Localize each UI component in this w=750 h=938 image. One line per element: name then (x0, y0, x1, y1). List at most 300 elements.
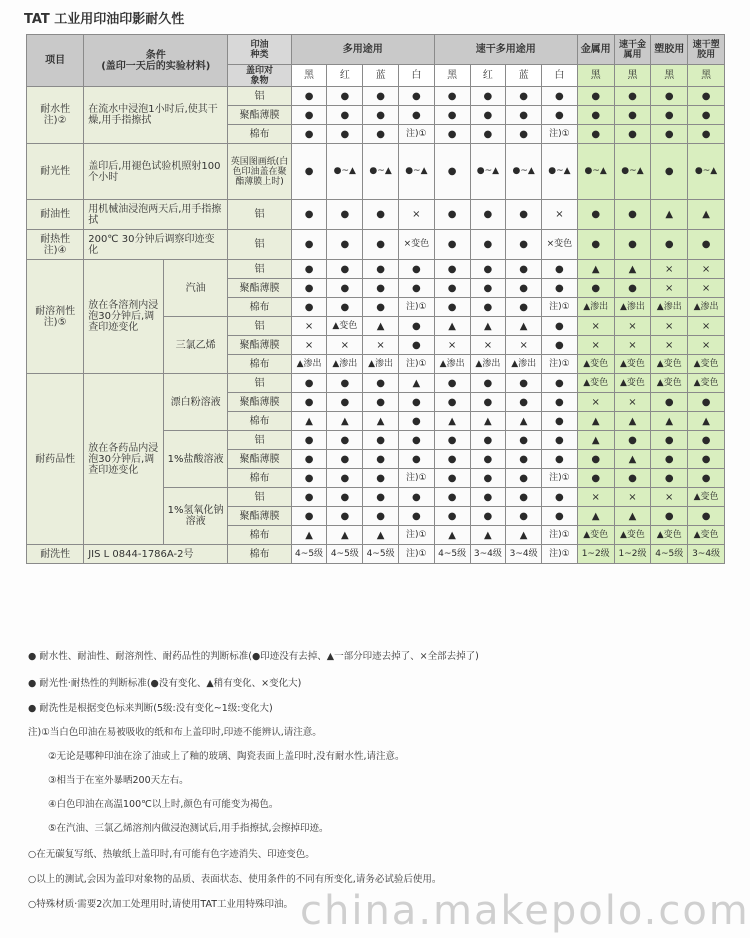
result-cell: 3~4级 (506, 545, 542, 564)
row-material: 棉布 (228, 298, 291, 317)
header-group-quick: 速干多用途用 (434, 35, 577, 65)
result-cell: ● (542, 260, 578, 279)
result-cell: × (651, 260, 688, 279)
result-cell: × (651, 488, 688, 507)
result-cell: ▲ (470, 526, 506, 545)
result-cell: ●~▲ (398, 144, 434, 200)
result-cell: 注)① (398, 545, 434, 564)
header-color-4: 黑 (434, 65, 470, 87)
result-cell: ● (470, 279, 506, 298)
row-condition: 放在各药品内浸泡30分钟后,调查印迹变化 (84, 374, 164, 545)
result-cell: ▲ (614, 260, 651, 279)
result-cell: ● (506, 298, 542, 317)
result-cell: ▲ (291, 526, 327, 545)
result-cell: × (291, 317, 327, 336)
header-color-5: 红 (470, 65, 506, 87)
result-cell: ● (363, 450, 399, 469)
result-cell: × (614, 488, 651, 507)
header-color-2: 蓝 (363, 65, 399, 87)
row-category: 耐水性 注)② (27, 87, 84, 144)
result-cell: ▲渗出 (291, 355, 327, 374)
result-cell: ×变色 (542, 230, 578, 260)
row-condition: JIS L 0844-1786A-2号 (84, 545, 228, 564)
result-cell: ▲ (327, 526, 363, 545)
result-cell: × (577, 317, 614, 336)
watermark: china.makepolo.com (300, 888, 750, 934)
result-cell: ● (434, 488, 470, 507)
result-cell: ● (470, 374, 506, 393)
row-material: 聚酯薄膜 (228, 279, 291, 298)
result-cell: ● (363, 125, 399, 144)
result-cell: ● (542, 412, 578, 431)
result-cell: ● (688, 450, 725, 469)
row-condition: 放在各溶剂内浸泡30分钟后,调查印迹变化 (84, 260, 164, 374)
header-color-7: 白 (542, 65, 578, 87)
result-cell: × (470, 336, 506, 355)
result-cell: ● (506, 87, 542, 106)
result-cell: ● (434, 450, 470, 469)
result-cell: ● (363, 106, 399, 125)
result-cell: ● (327, 87, 363, 106)
result-cell: 3~4级 (470, 545, 506, 564)
result-cell: ● (291, 125, 327, 144)
result-cell: ● (688, 230, 725, 260)
row-solvent: 1%盐酸溶液 (163, 431, 227, 488)
result-cell: ▲变色 (651, 374, 688, 393)
result-cell: ● (291, 230, 327, 260)
row-material: 聚酯薄膜 (228, 336, 291, 355)
note-line: ● 耐光性·耐热性的判断标准(●没有变化、▲稍有变化、×变化大) (28, 678, 302, 689)
result-cell: ● (363, 431, 399, 450)
result-cell: ● (542, 106, 578, 125)
note-line: ○以上的测试,会因为盖印对象物的品质、表面状态、使用条件的不同有所变化,请务必试验后使用。 (28, 874, 442, 885)
row-material: 铝 (228, 431, 291, 450)
result-cell: ● (398, 450, 434, 469)
result-cell: ●~▲ (614, 144, 651, 200)
result-cell: ● (470, 431, 506, 450)
note-line: 注)①当白色印油在易被吸收的纸和布上盖印时,印迹不能辨认,请注意。 (28, 727, 322, 738)
result-cell: ● (542, 488, 578, 507)
result-cell: ● (614, 230, 651, 260)
result-cell: ▲ (577, 507, 614, 526)
row-material: 铝 (228, 87, 291, 106)
result-cell: ● (506, 279, 542, 298)
header-target: 盖印对 象物 (228, 65, 291, 87)
result-cell: ●~▲ (363, 144, 399, 200)
result-cell: ● (398, 431, 434, 450)
result-cell: × (542, 200, 578, 230)
result-cell: 4~5级 (434, 545, 470, 564)
row-material: 铝 (228, 374, 291, 393)
result-cell: × (651, 317, 688, 336)
result-cell: ● (577, 200, 614, 230)
result-cell: 注)① (542, 298, 578, 317)
result-cell: 注)① (398, 125, 434, 144)
result-cell: ● (434, 393, 470, 412)
result-cell: ● (398, 488, 434, 507)
result-cell: ● (688, 507, 725, 526)
result-cell: ● (398, 87, 434, 106)
result-cell: ▲渗出 (506, 355, 542, 374)
result-cell: ● (363, 393, 399, 412)
result-cell: ● (470, 450, 506, 469)
result-cell: ● (470, 488, 506, 507)
result-cell: ▲变色 (688, 374, 725, 393)
note-line: ○在无碳复写纸、热敏纸上盖印时,有可能有色字迹消失、印迹变色。 (28, 849, 315, 860)
result-cell: ● (363, 87, 399, 106)
result-cell: ● (363, 230, 399, 260)
result-cell: ● (398, 507, 434, 526)
result-cell: ▲ (577, 260, 614, 279)
result-cell: ● (577, 279, 614, 298)
result-cell: ● (688, 106, 725, 125)
result-cell: ●~▲ (542, 144, 578, 200)
result-cell: ● (542, 431, 578, 450)
result-cell: ●~▲ (577, 144, 614, 200)
result-cell: ▲渗出 (651, 298, 688, 317)
table-row (27, 144, 725, 200)
result-cell: × (291, 336, 327, 355)
result-cell: ●~▲ (506, 144, 542, 200)
result-cell: ▲渗出 (614, 298, 651, 317)
result-cell: 注)① (542, 125, 578, 144)
result-cell: ● (506, 488, 542, 507)
result-cell: ● (434, 230, 470, 260)
result-cell: 1~2级 (614, 545, 651, 564)
result-cell: ● (506, 431, 542, 450)
result-cell: ▲变色 (688, 355, 725, 374)
row-material: 棉布 (228, 469, 291, 488)
result-cell: ● (363, 488, 399, 507)
result-cell: ● (470, 200, 506, 230)
row-material: 聚酯薄膜 (228, 450, 291, 469)
header-color-3: 白 (398, 65, 434, 87)
result-cell: ▲ (577, 412, 614, 431)
result-cell: ▲ (506, 317, 542, 336)
result-cell: ● (398, 279, 434, 298)
result-cell: × (327, 336, 363, 355)
result-cell: ● (470, 260, 506, 279)
header-color-8: 黑 (577, 65, 614, 87)
header-ink-type: 印油 种类 (228, 35, 291, 65)
header-item: 项目 (27, 35, 84, 87)
result-cell: ● (291, 507, 327, 526)
result-cell: ▲ (614, 450, 651, 469)
result-cell: ● (542, 450, 578, 469)
result-cell: ● (434, 507, 470, 526)
result-cell: ● (506, 469, 542, 488)
row-material: 棉布 (228, 545, 291, 564)
table-row (27, 545, 725, 564)
row-material: 英国图画纸(白色印油盖在聚酯薄膜上时) (228, 144, 291, 200)
header-color-6: 蓝 (506, 65, 542, 87)
row-material: 聚酯薄膜 (228, 507, 291, 526)
result-cell: ▲变色 (327, 317, 363, 336)
result-cell: ● (291, 469, 327, 488)
result-cell: ● (542, 393, 578, 412)
result-cell: ▲ (327, 412, 363, 431)
row-material: 铝 (228, 230, 291, 260)
result-cell: ▲变色 (577, 526, 614, 545)
result-cell: ● (327, 200, 363, 230)
result-cell: 注)① (398, 526, 434, 545)
result-cell: ● (614, 125, 651, 144)
result-cell: × (506, 336, 542, 355)
result-cell: ● (434, 374, 470, 393)
result-cell: ● (651, 393, 688, 412)
result-cell: ● (506, 200, 542, 230)
result-cell: ▲变色 (614, 355, 651, 374)
result-cell: × (577, 336, 614, 355)
result-cell: ● (327, 230, 363, 260)
result-cell: ●~▲ (327, 144, 363, 200)
result-cell: 4~5级 (327, 545, 363, 564)
result-cell: ▲ (434, 526, 470, 545)
result-cell: ● (470, 106, 506, 125)
result-cell: ● (577, 230, 614, 260)
row-category: 耐溶剂性 注)⑤ (27, 260, 84, 374)
row-material: 铝 (228, 317, 291, 336)
result-cell: ▲ (651, 200, 688, 230)
result-cell: ● (291, 431, 327, 450)
header-group-plastic: 塑胶用 (651, 35, 688, 65)
result-cell: ● (363, 298, 399, 317)
note-line: ④白色印油在高温100℃以上时,颜色有可能变为褐色。 (48, 799, 279, 810)
row-material: 铝 (228, 488, 291, 507)
note-line: ③相当于在室外暴晒200天左右。 (48, 775, 189, 786)
header-group-quick-plastic: 速干塑胶用 (688, 35, 725, 65)
result-cell: ● (614, 469, 651, 488)
row-condition: 盖印后,用褪色试验机照射100个小时 (84, 144, 228, 200)
result-cell: × (614, 317, 651, 336)
result-cell: ● (651, 469, 688, 488)
result-cell: ● (363, 469, 399, 488)
result-cell: ● (542, 317, 578, 336)
result-cell: ●~▲ (470, 144, 506, 200)
result-cell: ▲ (434, 317, 470, 336)
result-cell: ● (291, 298, 327, 317)
result-cell: ▲ (470, 412, 506, 431)
result-cell: ● (651, 87, 688, 106)
result-cell: ● (577, 87, 614, 106)
row-material: 铝 (228, 260, 291, 279)
header-color-10: 黑 (651, 65, 688, 87)
table-row (27, 230, 725, 260)
result-cell: ● (506, 125, 542, 144)
note-line: ○特殊材质·需要2次加工处理用时,请使用TAT工业用特殊印油。 (28, 899, 294, 910)
result-cell: ● (291, 279, 327, 298)
row-condition: 用机械油浸泡两天后,用手指擦拭 (84, 200, 228, 230)
row-material: 聚酯薄膜 (228, 106, 291, 125)
result-cell: ● (327, 279, 363, 298)
result-cell: ● (363, 200, 399, 230)
result-cell: ▲变色 (651, 355, 688, 374)
result-cell: ▲ (688, 200, 725, 230)
result-cell: ▲ (363, 317, 399, 336)
header-color-0: 黑 (291, 65, 327, 87)
result-cell: × (363, 336, 399, 355)
result-cell: × (614, 336, 651, 355)
result-cell: ● (398, 393, 434, 412)
row-solvent: 1%氢氧化钠溶液 (163, 488, 227, 545)
result-cell: ▲ (506, 412, 542, 431)
note-line: ⑤在汽油、三氯乙烯溶剂内做浸泡测试后,用手指擦拭,会擦掉印迹。 (48, 823, 329, 834)
result-cell: ● (506, 260, 542, 279)
result-cell: ▲ (363, 526, 399, 545)
result-cell: ● (434, 298, 470, 317)
result-cell: ● (291, 488, 327, 507)
result-cell: 1~2级 (577, 545, 614, 564)
result-cell: ● (363, 279, 399, 298)
result-cell: ▲ (434, 412, 470, 431)
result-cell: ● (327, 507, 363, 526)
result-cell: ● (506, 450, 542, 469)
result-cell: × (577, 488, 614, 507)
result-cell: ● (542, 336, 578, 355)
result-cell: ▲变色 (577, 374, 614, 393)
result-cell: ● (434, 106, 470, 125)
result-cell: ● (327, 469, 363, 488)
result-cell: ● (470, 230, 506, 260)
result-cell: ● (614, 106, 651, 125)
result-cell: ▲ (614, 412, 651, 431)
result-cell: ● (327, 431, 363, 450)
header-color-9: 黑 (614, 65, 651, 87)
result-cell: × (398, 200, 434, 230)
result-cell: ● (470, 87, 506, 106)
result-cell: ● (470, 298, 506, 317)
result-cell: ● (363, 507, 399, 526)
result-cell: ▲变色 (614, 526, 651, 545)
row-material: 棉布 (228, 355, 291, 374)
result-cell: ● (434, 279, 470, 298)
row-material: 棉布 (228, 412, 291, 431)
result-cell: ▲ (614, 507, 651, 526)
result-cell: × (688, 279, 725, 298)
header-group-metal: 金属用 (577, 35, 614, 65)
result-cell: ▲ (398, 374, 434, 393)
result-cell: ● (651, 507, 688, 526)
result-cell: × (577, 393, 614, 412)
result-cell: 注)① (542, 526, 578, 545)
result-cell: × (688, 317, 725, 336)
result-cell: ● (398, 412, 434, 431)
result-cell: × (651, 279, 688, 298)
result-cell: 注)① (542, 545, 578, 564)
result-cell: ● (434, 200, 470, 230)
row-material: 聚酯薄膜 (228, 393, 291, 412)
table-row (27, 260, 725, 279)
result-cell: ● (651, 144, 688, 200)
note-line: ● 耐洗性是根据变色标来判断(5级:没有变化~1级:变化大) (28, 703, 273, 714)
result-cell: ● (291, 374, 327, 393)
result-cell: ● (577, 106, 614, 125)
result-cell: ▲变色 (688, 526, 725, 545)
result-cell: ● (470, 507, 506, 526)
result-cell: ● (327, 450, 363, 469)
result-cell: ● (398, 317, 434, 336)
result-cell: ▲渗出 (577, 298, 614, 317)
result-cell: ● (688, 87, 725, 106)
result-cell: ● (542, 374, 578, 393)
row-condition: 200℃ 30分钟后调察印迹变化 (84, 230, 228, 260)
table-row (27, 87, 725, 106)
row-material: 棉布 (228, 125, 291, 144)
result-cell: 注)① (542, 469, 578, 488)
row-category: 耐油性 (27, 200, 84, 230)
result-cell: ● (506, 393, 542, 412)
result-cell: ● (291, 87, 327, 106)
result-cell: ● (651, 230, 688, 260)
result-cell: ● (506, 507, 542, 526)
result-cell: ● (327, 106, 363, 125)
result-cell: ▲渗出 (363, 355, 399, 374)
row-category: 耐热性 注)④ (27, 230, 84, 260)
table-row (27, 374, 725, 393)
result-cell: ● (614, 431, 651, 450)
result-cell: ● (291, 260, 327, 279)
result-cell: ▲变色 (651, 526, 688, 545)
result-cell: ● (470, 393, 506, 412)
page-title: TAT 工业用印油印影耐久性 (24, 12, 185, 27)
note-line: ②无论是哪种印油在涂了油或上了釉的玻璃、陶瓷表面上盖印时,没有耐水性,请注意。 (48, 751, 405, 762)
row-solvent: 漂白粉溶液 (163, 374, 227, 431)
header-color-1: 红 (327, 65, 363, 87)
row-category: 耐药品性 (27, 374, 84, 545)
result-cell: ● (434, 260, 470, 279)
row-category: 耐光性 (27, 144, 84, 200)
table-row (27, 200, 725, 230)
result-cell: ● (327, 393, 363, 412)
result-cell: ● (651, 450, 688, 469)
result-cell: ● (291, 144, 327, 200)
result-cell: ● (291, 106, 327, 125)
result-cell: ● (470, 469, 506, 488)
result-cell: ▲变色 (688, 488, 725, 507)
result-cell: ● (398, 336, 434, 355)
result-cell: 注)① (398, 469, 434, 488)
result-cell: ● (327, 298, 363, 317)
result-cell: ● (577, 125, 614, 144)
result-cell: ▲ (577, 431, 614, 450)
result-cell: ● (398, 260, 434, 279)
result-cell: ● (506, 374, 542, 393)
result-cell: 4~5级 (651, 545, 688, 564)
result-cell: ● (542, 507, 578, 526)
result-cell: ● (434, 469, 470, 488)
result-cell: ▲变色 (614, 374, 651, 393)
result-cell: ● (688, 393, 725, 412)
result-cell: ● (542, 279, 578, 298)
result-cell: × (651, 336, 688, 355)
result-cell: ▲ (363, 412, 399, 431)
row-solvent: 汽油 (163, 260, 227, 317)
row-material: 铝 (228, 200, 291, 230)
result-cell: ▲渗出 (470, 355, 506, 374)
result-cell: ● (577, 469, 614, 488)
result-cell: × (688, 260, 725, 279)
note-line: ● 耐水性、耐油性、耐溶剂性、耐药品性的判断标准(●印迹没有去掉、▲一部分印迹去掉了、×全部去掉了) (28, 651, 479, 662)
result-cell: ▲渗出 (434, 355, 470, 374)
result-cell: ▲渗出 (327, 355, 363, 374)
result-cell: ● (651, 106, 688, 125)
result-cell: ● (327, 260, 363, 279)
result-cell: ● (363, 374, 399, 393)
result-cell: 注)① (542, 355, 578, 374)
result-cell: ▲ (291, 412, 327, 431)
result-cell: ● (470, 125, 506, 144)
result-cell: ● (614, 200, 651, 230)
